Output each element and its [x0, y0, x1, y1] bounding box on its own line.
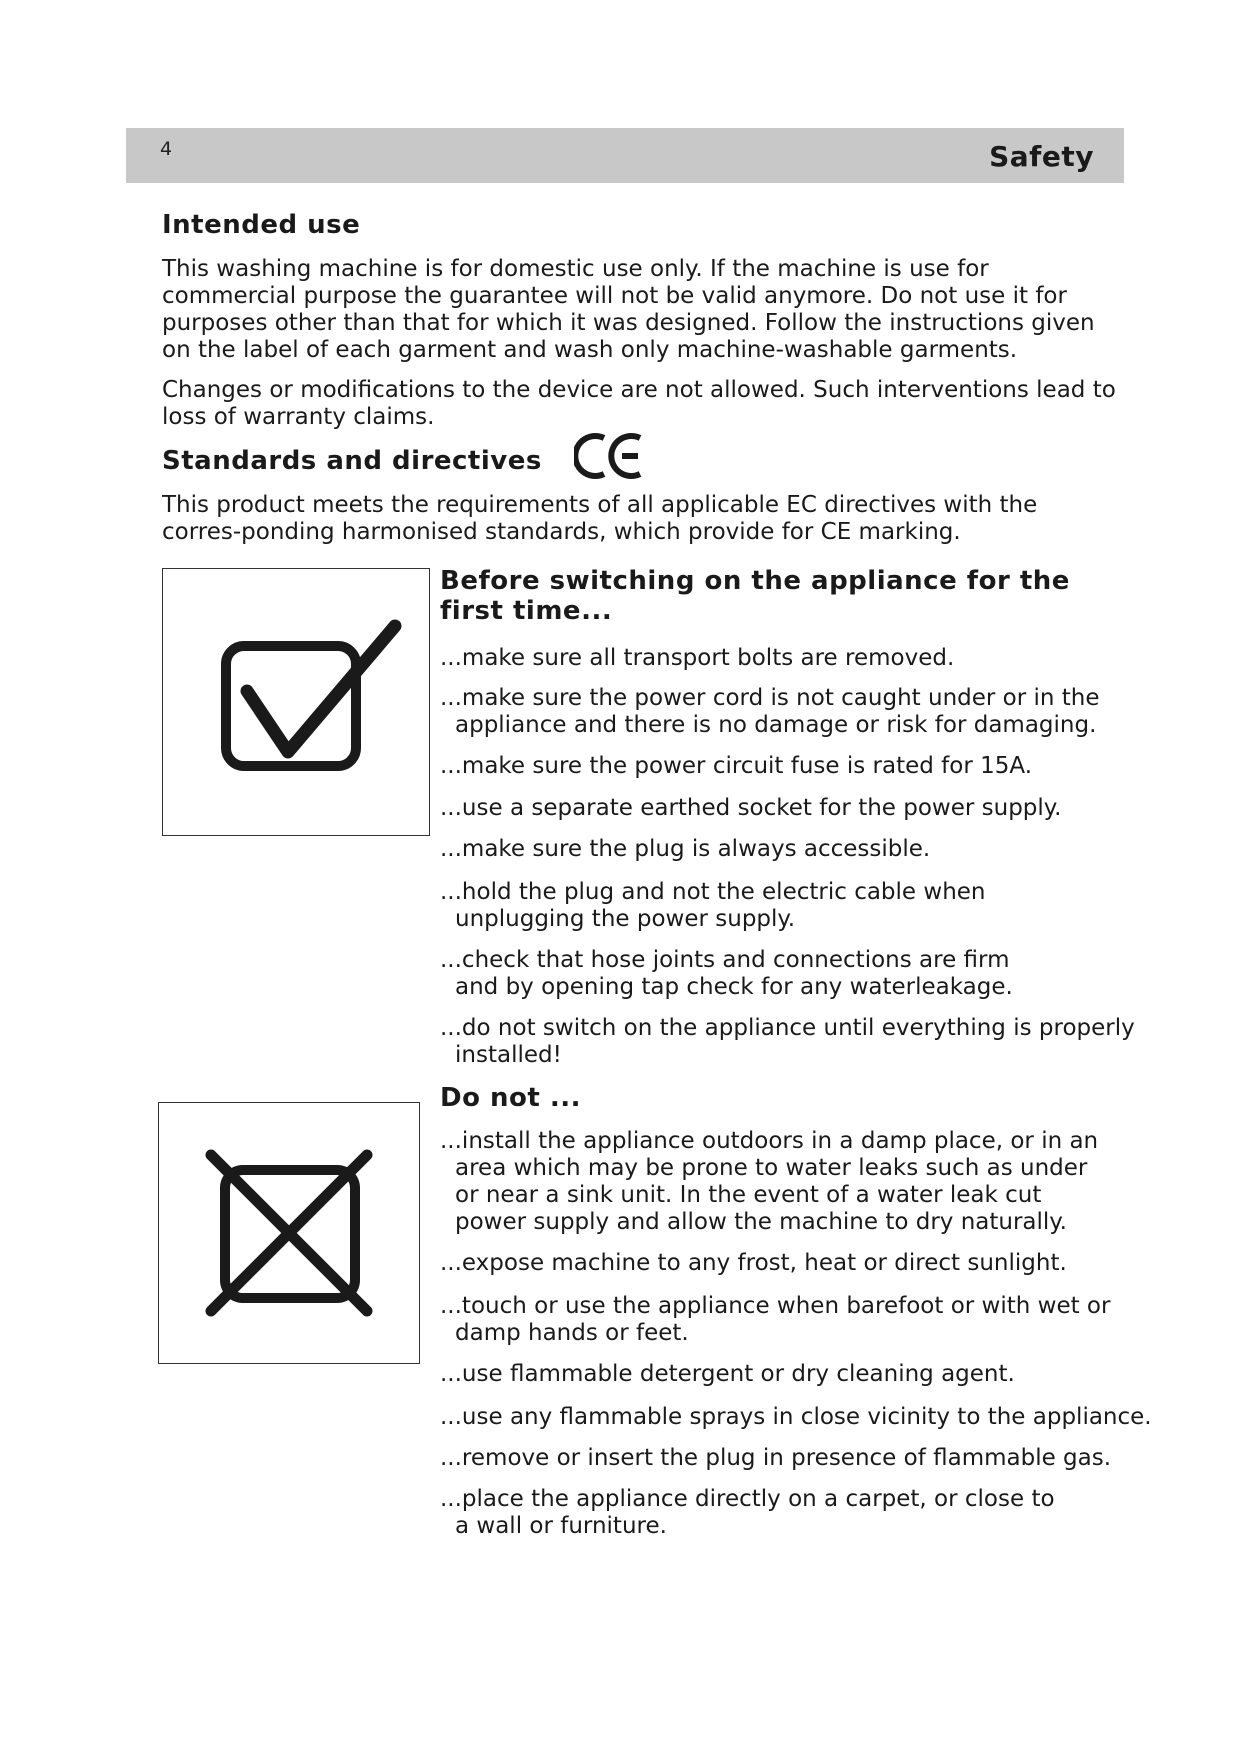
do-not-item: ...expose machine to any frost, heat or direct sunlight. — [440, 1250, 1067, 1276]
before-item: ...make sure the power circuit fuse is rated for 15A. — [440, 753, 1033, 779]
do-not-item: ...touch or use the appliance when barefoot or with wet or damp hands or feet. — [440, 1293, 1111, 1346]
before-item: ...use a separate earthed socket for the power supply. — [440, 795, 1062, 821]
checkbox-checked-icon — [163, 569, 428, 834]
before-item: ...hold the plug and not the electric cable when unplugging the power supply. — [440, 879, 986, 932]
before-item: ...do not switch on the appliance until everything is properly installed! — [440, 1015, 1135, 1068]
before-item: ...make sure all transport bolts are removed. — [440, 645, 955, 671]
section-title: Safety — [989, 140, 1094, 173]
checkbox-crossed-icon — [159, 1103, 418, 1362]
modifications-paragraph: Changes or modifications to the device are not allowed. Such interventions lead to loss of warranty claims. — [162, 377, 1116, 430]
ce-mark-icon — [574, 430, 646, 482]
before-item: ...make sure the power cord is not caught under or in the appliance and there is no damage or risk for damaging. — [440, 685, 1100, 738]
checkbox-crossed-box — [158, 1102, 420, 1364]
before-item: ...make sure the plug is always accessible. — [440, 836, 931, 862]
do-not-heading: Do not ... — [440, 1083, 581, 1113]
do-not-item: ...install the appliance outdoors in a damp place, or in an area which may be prone to water leaks such as under or near a sink unit. In the event of a water leak cut power supply and allow the machine to dry naturally. — [440, 1128, 1099, 1235]
header-bar — [126, 128, 1124, 183]
page-number: 4 — [160, 138, 173, 160]
do-not-item: ...use any flammable sprays in close vicinity to the appliance. — [440, 1404, 1152, 1430]
before-switching-heading: Before switching on the appliance for the first time... — [440, 566, 1070, 626]
intended-use-paragraph: This washing machine is for domestic use only. If the machine is use for commercial purpose the guarantee will not be valid anymore. Do not use it for purposes other than that for which it was designed. Follow the instructions given on the label of each garment and wash only machine-washable garments. — [162, 256, 1095, 363]
do-not-item: ...place the appliance directly on a carpet, or close to a wall or furniture. — [440, 1486, 1055, 1539]
do-not-item: ...use flammable detergent or dry cleaning agent. — [440, 1361, 1015, 1387]
intended-use-heading: Intended use — [162, 210, 361, 240]
do-not-item: ...remove or insert the plug in presence of flammable gas. — [440, 1445, 1112, 1471]
checkbox-checked-box — [162, 568, 430, 836]
standards-paragraph: This product meets the requirements of all applicable EC directives with the corres-ponding harmonised standards, which provide for CE marking. — [162, 492, 1038, 545]
standards-heading: Standards and directives — [162, 446, 542, 476]
before-item: ...check that hose joints and connections are firm and by opening tap check for any waterleakage. — [440, 947, 1013, 1000]
